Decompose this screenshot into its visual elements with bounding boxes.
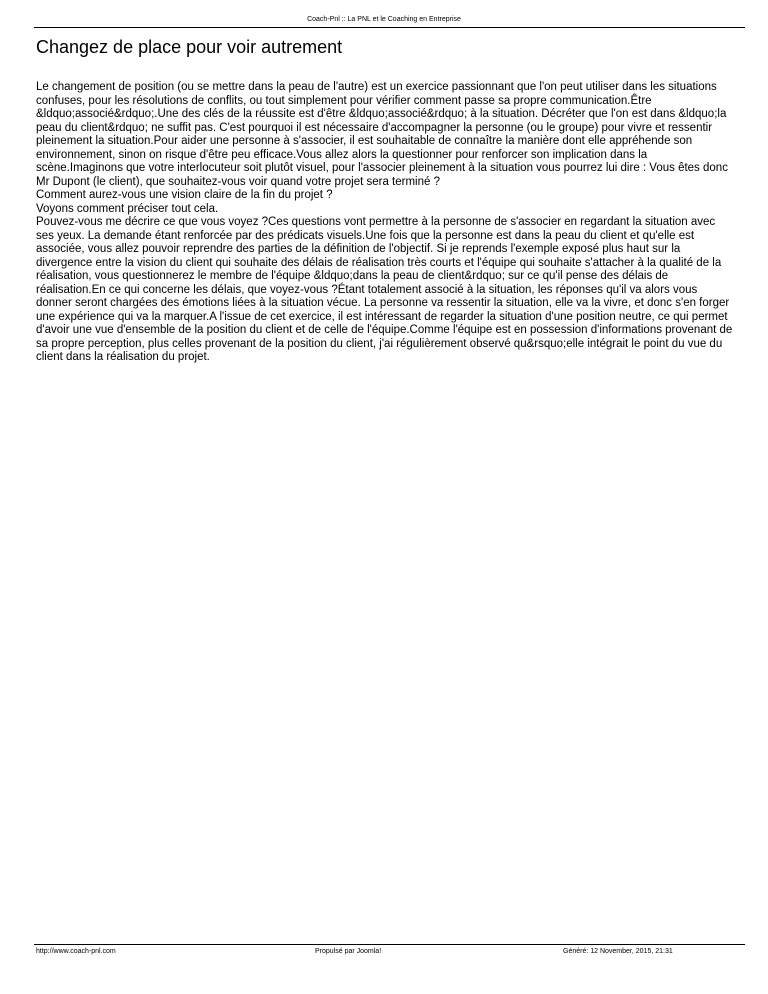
article-paragraph: Voyons comment préciser tout cela.: [36, 202, 219, 215]
article-title: Changez de place pour voir autrement: [36, 37, 343, 57]
header-divider: [34, 27, 745, 28]
article-paragraph: Pouvez-vous me décrire ce que vous voyez ?Ces questions vont permettre à la personne de s'associer en regardant la situation avec ses yeux. La demande étant renforcée par des prédicats visuels.Une fois que la personne est dans la peau du client et qu'elle est associée, vous allez pouvoir reprendre des parties de la définition de l'objectif. Si je reprends l'exemple exposé plus haut sur la divergence entre la vision du client qui souhaite des délais de réalisation très courts et l'équipe qui souhaite s'attacher à la qualité de la réalisation, vous questionnerez le membre de l'équipe &ldquo;dans la peau de client&rdquo; sur ce qu'il pense des délais de réalisation.En ce qui concerne les délais, que voyez-vous ?Étant totalement associé à la situation, les réponses qu'il va alors vous donner seront chargées des émotions liées à la situation vécue. La personne va ressentir la situation, elle va la vivre, et donc s'en forger une expérience qui va la marquer.A l'issue de cet exercice, il est intéressant de regarder la situation d'une position neutre, ce qui permet d'avoir une vue d'ensemble de la position du client et de celle de l'équipe.Comme l'équipe est en possession d'informations provenant de sa propre perception, plus celles provenant de la position du client, j'ai régulièrement observé qu&rsquo;elle intégrait le point du vue du client dans la réalisation du projet.: [36, 216, 733, 363]
footer-generated-date: Généré: 12 November, 2015, 21:31: [563, 948, 673, 955]
footer-divider: [34, 944, 745, 945]
article-paragraph: Le changement de position (ou se mettre dans la peau de l'autre) est un exercice passionnant que l'on peut utiliser dans les situations confuses, pour les résolutions de conflits, ou tout simplement pour vérifier comment passe sa propre communication.Être &ldquo;associé&rdquo;.Une des clés de la réussite est d'être &ldquo;associé&rdquo; à la situation. Décréter que l'on est dans &ldquo;la peau du client&rdquo; ne suffit pas. C'est pourquoi il est nécessaire d'accompagner la personne (ou le groupe) pour vivre et ressentir pleinement la situation.Pour aider une personne à s'associer, il est souhaitable de connaître la manière dont elle appréhende son environnement, sinon on risque d'être peu efficace.Vous allez alors la questionner pour renforcer son implication dans la scène.Imaginons que votre interlocuteur soit plutôt visuel, pour l'associer pleinement à la situation vous pourrez lui dire : Vous êtes donc Mr Dupont (le client), que souhaitez-vous voir quand votre projet sera terminé ?: [36, 81, 728, 188]
footer-powered-by: Propulsé par Joomla!: [315, 948, 382, 955]
article-paragraph: Comment aurez-vous une vision claire de la fin du projet ?: [36, 189, 333, 201]
article-body: [36, 81, 736, 365]
footer-site-url: http://www.coach-pnl.com: [36, 948, 116, 955]
page-header: Coach-Pnl :: La PNL et le Coaching en Entreprise: [307, 16, 461, 23]
